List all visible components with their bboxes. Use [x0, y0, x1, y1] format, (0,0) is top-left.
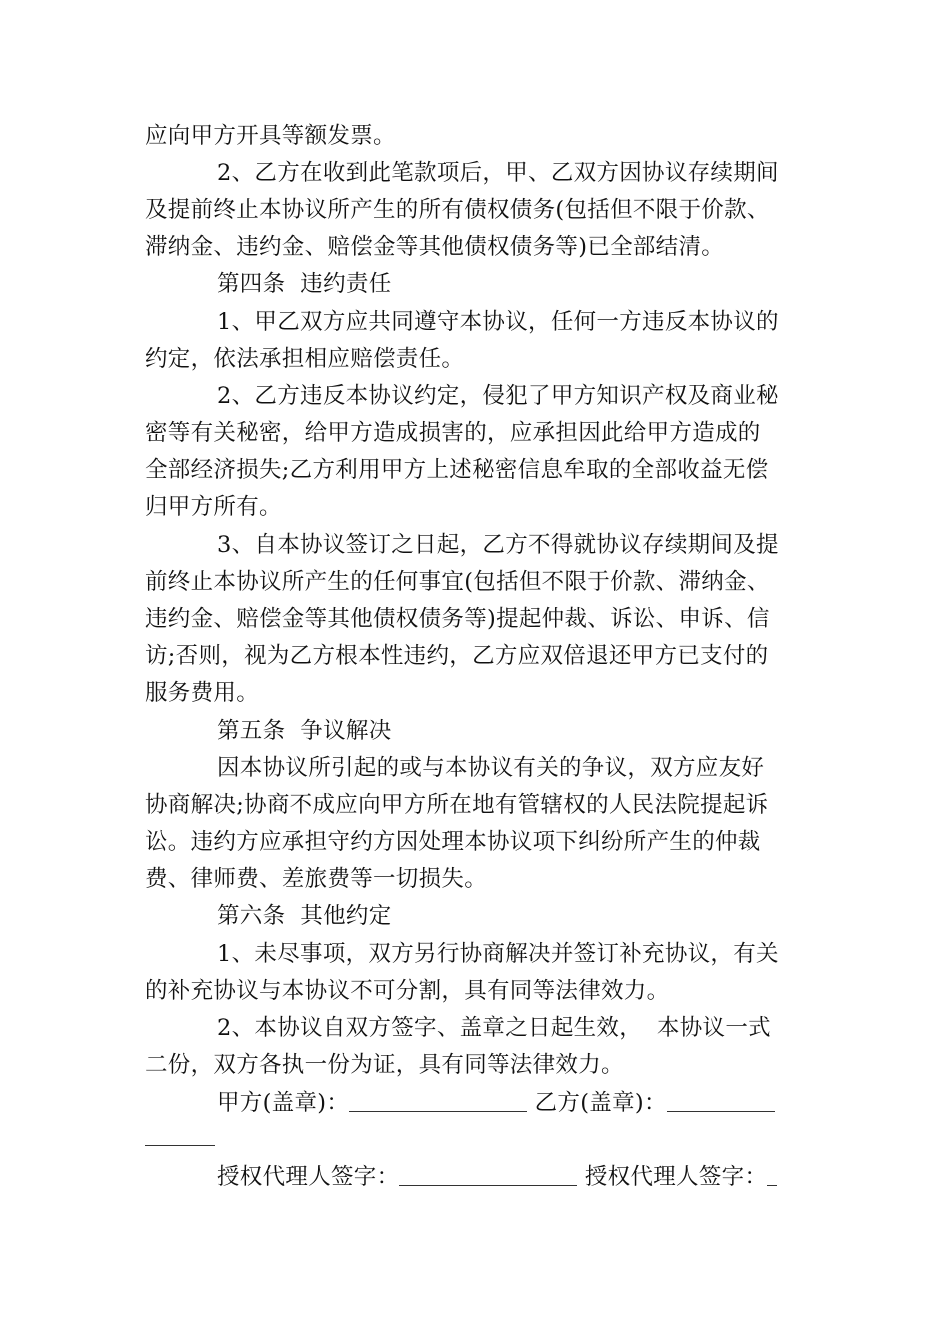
paragraph-line: 费、律师费、差旅费等一切损失。: [145, 866, 488, 892]
agent-b-label: 授权代理人签字：: [584, 1164, 768, 1190]
party-a-seal-blank[interactable]: [349, 1089, 527, 1112]
agent-signature-row: [217, 1159, 887, 1195]
paragraph-line: 的补充协议与本协议不可分割，具有同等法律效力。: [145, 978, 670, 1004]
paragraph-line: 及提前终止本协议所产生的所有债权债务(包括但不限于价款、: [145, 197, 770, 223]
agent-b-signature-blank[interactable]: [767, 1163, 777, 1186]
seal-signature-row: [217, 1085, 887, 1121]
paragraph-line: 约定，依法承担相应赔偿责任。: [145, 346, 465, 372]
paragraph-line: 讼。违约方应承担守约方因处理本协议项下纠纷所产生的仲裁: [145, 829, 761, 855]
party-b-seal-blank[interactable]: [667, 1089, 775, 1112]
section-heading: 第五条 争议解决: [217, 718, 392, 744]
paragraph-line: 服务费用。: [145, 680, 260, 706]
paragraph-line: 应向甲方开具等额发票。: [145, 123, 396, 149]
paragraph-line: 二份，双方各执一份为证，具有同等法律效力。: [145, 1052, 624, 1078]
paragraph-line: 2、乙方违反本协议约定，侵犯了甲方知识产权及商业秘: [217, 383, 779, 409]
section-heading: 第六条 其他约定: [217, 903, 392, 929]
paragraph-line: 访;否则，视为乙方根本性违约，乙方应双倍退还甲方已支付的: [145, 643, 769, 669]
party-a-seal-label: 甲方(盖章)：: [217, 1090, 350, 1116]
paragraph-line: 违约金、赔偿金等其他债权债务等)提起仲裁、诉讼、申诉、信: [145, 606, 770, 632]
party-b-seal-blank-continued: [145, 1145, 215, 1146]
paragraph-line: 归甲方所有。: [145, 494, 282, 520]
paragraph-line: 2、本协议自双方签字、盖章之日起生效， 本协议一式: [217, 1015, 771, 1041]
paragraph-line: 协商解决;协商不成应向甲方所在地有管辖权的人民法院提起诉: [145, 792, 769, 818]
paragraph-line: 1、未尽事项，双方另行协商解决并签订补充协议，有关: [217, 941, 779, 967]
paragraph-line: 1、甲乙双方应共同遵守本协议，任何一方违反本协议的: [217, 309, 779, 335]
paragraph-line: 密等有关秘密，给甲方造成损害的，应承担因此给甲方造成的: [145, 420, 761, 446]
paragraph-line: 前终止本协议所产生的任何事宜(包括但不限于价款、滞纳金、: [145, 569, 770, 595]
party-b-seal-label: 乙方(盖章)：: [534, 1090, 667, 1116]
paragraph-line: 2、乙方在收到此笔款项后，甲、乙双方因协议存续期间: [217, 160, 779, 186]
agent-a-label: 授权代理人签字：: [217, 1164, 400, 1190]
paragraph-line: 全部经济损失;乙方利用甲方上述秘密信息牟取的全部收益无偿: [145, 457, 769, 483]
paragraph-line: 滞纳金、违约金、赔偿金等其他债权债务等)已全部结清。: [145, 234, 725, 260]
section-heading: 第四条 违约责任: [217, 271, 392, 297]
agent-a-signature-blank[interactable]: [399, 1163, 577, 1186]
paragraph-line: 因本协议所引起的或与本协议有关的争议，双方应友好: [217, 755, 765, 781]
paragraph-line: 3、自本协议签订之日起，乙方不得就协议存续期间及提: [217, 532, 779, 558]
